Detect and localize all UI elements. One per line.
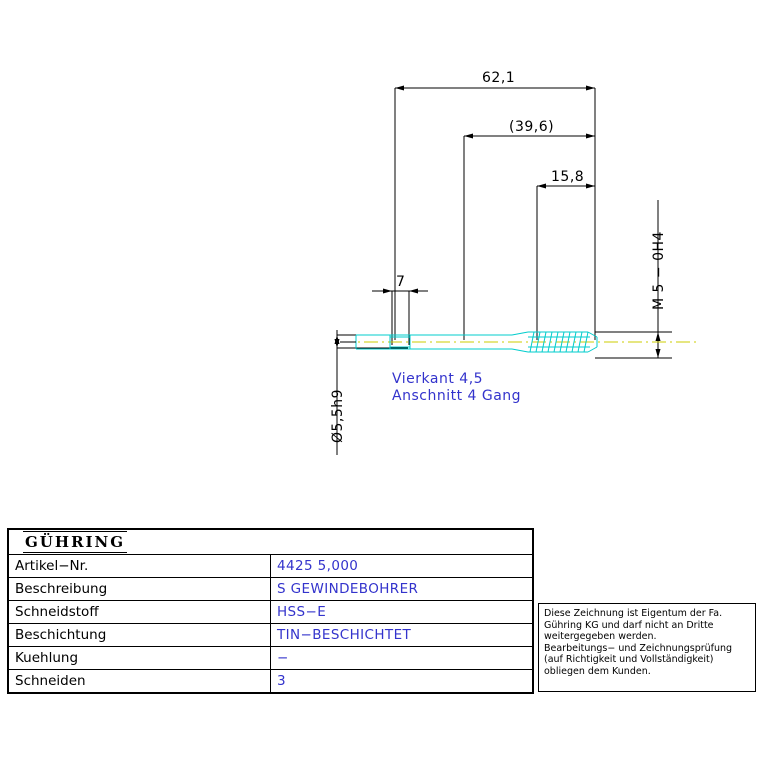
table-row bbox=[9, 647, 533, 670]
row-label-kuehlung: Kuehlung bbox=[9, 647, 271, 670]
table-row bbox=[9, 578, 533, 601]
dim-thread-spec: M 5 − 0H4 bbox=[651, 231, 667, 310]
row-label-artikel-nr: Artikel−Nr. bbox=[9, 555, 271, 578]
row-value-schneiden: 3 bbox=[271, 670, 533, 693]
row-label-schneidstoff: Schneidstoff bbox=[9, 601, 271, 624]
annotation-anschnitt: Anschnitt 4 Gang bbox=[392, 388, 522, 404]
row-label-beschichtung: Beschichtung bbox=[9, 624, 271, 647]
row-value-beschreibung: S GEWINDEBOHRER bbox=[271, 578, 533, 601]
dim-thread-length: 15,8 bbox=[551, 169, 585, 185]
title-block-logo-row bbox=[9, 530, 533, 555]
dim-square-length: 7 bbox=[396, 274, 406, 290]
row-value-kuehlung: − bbox=[271, 647, 533, 670]
guehring-logo bbox=[23, 532, 127, 552]
table-row bbox=[9, 555, 533, 578]
table-row bbox=[9, 670, 533, 693]
row-value-artikel-nr: 4425 5,000 bbox=[271, 555, 533, 578]
dim-total-length: 62,1 bbox=[482, 70, 516, 86]
dim-thread-to-shank: (39,6) bbox=[509, 119, 555, 135]
dimension-arrows bbox=[335, 86, 661, 359]
table-row bbox=[9, 601, 533, 624]
table-row bbox=[9, 624, 533, 647]
row-value-beschichtung: TIN−BESCHICHTET bbox=[271, 624, 533, 647]
row-label-beschreibung: Beschreibung bbox=[9, 578, 271, 601]
row-label-schneiden: Schneiden bbox=[9, 670, 271, 693]
copyright-note: Diese Zeichnung ist Eigentum der Fa. Gühring KG und darf nicht an Dritte weitergegeben werden. Bearbeitungs− und Zeichnungsprüfung (auf Richtigkeit und Vollständigkeit) obliegen dem Kunden. bbox=[538, 603, 756, 692]
dim-shank-diameter: Ø5,5h9 bbox=[330, 388, 346, 443]
logo-cell bbox=[9, 530, 533, 555]
logo-text: GÜHRING bbox=[25, 533, 126, 551]
row-value-schneidstoff: HSS−E bbox=[271, 601, 533, 624]
title-block bbox=[7, 528, 534, 694]
annotation-vierkant: Vierkant 4,5 bbox=[392, 371, 484, 387]
